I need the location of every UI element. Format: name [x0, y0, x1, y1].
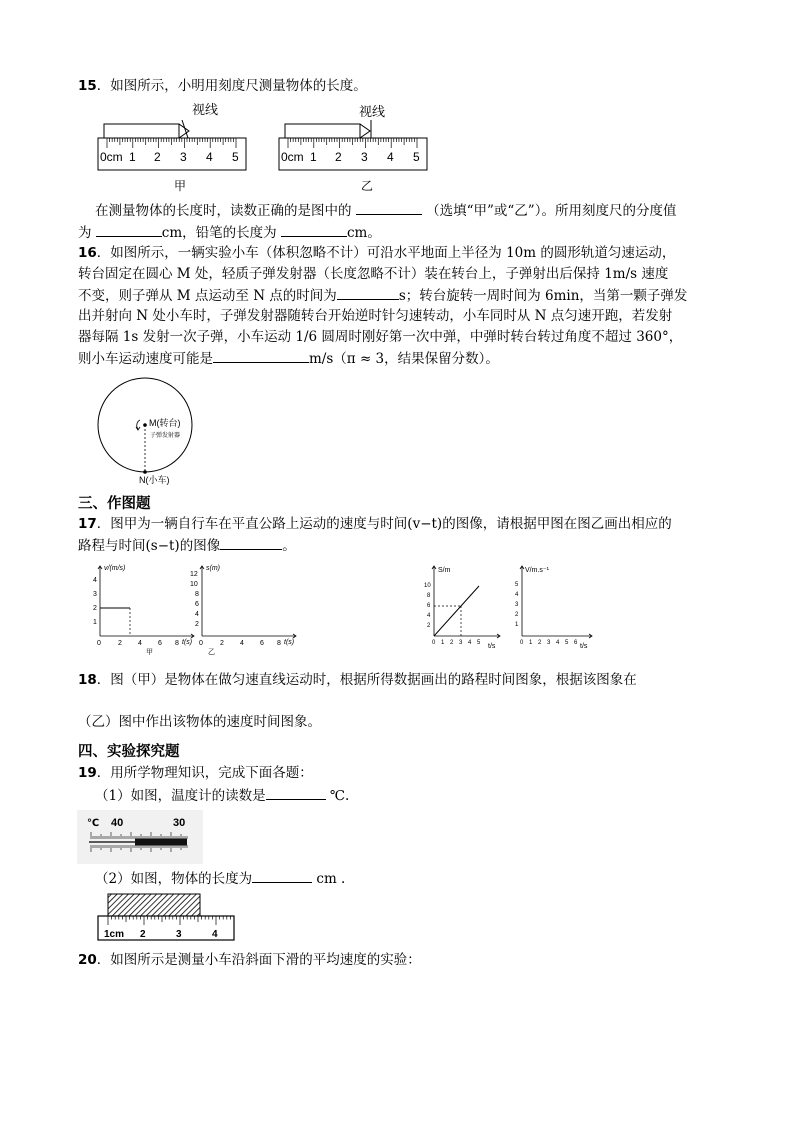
q17-graph-a	[86, 560, 196, 655]
g2-ylabel: s(m)	[206, 565, 220, 572]
q19-ruler-label: 2	[140, 929, 146, 940]
q17-line2	[78, 535, 296, 556]
q19-text: ℃.	[329, 788, 350, 804]
ruler-a-label: 5	[232, 150, 239, 164]
q15-line2	[78, 222, 381, 243]
g2-ytick: 4	[195, 611, 199, 618]
ruler-b-label: 1	[310, 150, 317, 164]
q16-text: 则小车运动速度可能是	[78, 351, 213, 367]
g4-xtick: 2	[538, 640, 542, 646]
q16-blank-1[interactable]	[337, 285, 399, 300]
g3-xtick: 0	[432, 640, 436, 646]
g4-ytick: 2	[515, 612, 519, 618]
ruler-a-label: 4	[206, 150, 213, 164]
section-3-heading: 三、作图题	[78, 496, 151, 512]
g2-ytick: 6	[195, 601, 199, 608]
g1-xtick: 0	[97, 640, 101, 647]
q19-ruler-figure	[96, 892, 238, 944]
g3-xtick: 1	[441, 640, 445, 646]
g1-xtick: 8	[175, 640, 179, 647]
q15-text: 在测量物体的长度时，读数正确的是图中的	[95, 203, 352, 219]
q15-sight-label-a: 视线	[192, 102, 219, 117]
ruler-b-label: 3	[361, 150, 368, 164]
g3-xtick: 4	[468, 640, 472, 646]
q15-line1	[95, 200, 676, 221]
g2-xtick: 2	[220, 640, 224, 647]
g1-ytick: 4	[93, 577, 97, 584]
thermo-liquid	[135, 839, 187, 846]
q18-graph-b	[508, 562, 598, 650]
g2-ytick: 2	[195, 621, 199, 628]
q20-text: ．如图所示是测量小车沿斜面下滑的平均速度的实验：	[96, 952, 421, 968]
g3-ytick: 8	[427, 593, 431, 599]
g1-series	[100, 608, 130, 636]
q19-ruler-label: 3	[176, 929, 182, 940]
g3-ytick: 10	[424, 583, 431, 589]
label-m: M(转台)	[149, 418, 181, 428]
g3-xlabel: t/s	[488, 643, 496, 650]
q19-part2	[95, 868, 345, 889]
q19-part1	[95, 785, 349, 806]
pencil-a	[104, 124, 179, 138]
g3-xtick: 5	[477, 640, 481, 646]
q19-number: 19	[78, 765, 97, 781]
g4-xtick: 1	[529, 640, 533, 646]
g1-caption: 甲	[146, 649, 153, 656]
g2-ytick: 8	[195, 591, 199, 598]
g4-ytick: 1	[515, 622, 519, 628]
ruler-a-label: 2	[154, 150, 161, 164]
g4-xtick: 3	[547, 640, 551, 646]
point-n	[143, 470, 147, 474]
g3-xtick: 3	[459, 640, 463, 646]
ruler-b-label: 0cm	[281, 150, 304, 164]
section-4-heading: 四、实验探究题	[78, 744, 180, 760]
g3-xtick: 2	[450, 640, 454, 646]
g3-ylabel: S/m	[438, 567, 451, 574]
q17-graph-b	[188, 560, 303, 655]
q15-text: cm。	[346, 225, 381, 241]
g2-ytick: 12	[190, 571, 198, 578]
g1-xlabel: t(s)	[182, 639, 193, 646]
g2-xlabel: t(s)	[284, 639, 295, 646]
g4-ylabel: V/m.s⁻¹	[525, 567, 549, 574]
q17-text: 路程与时间(s−t)的图像	[78, 538, 221, 554]
q15-figure-b	[275, 98, 435, 198]
q19-text: （2）如图，物体的长度为	[95, 871, 253, 887]
q16-number: 16	[78, 245, 97, 261]
g4-xtick: 4	[556, 640, 560, 646]
q19-blank-2[interactable]	[252, 868, 312, 883]
q19-intro	[78, 763, 313, 783]
thermo-label-left: 40	[111, 817, 124, 829]
thermo-label-right: 30	[173, 817, 186, 829]
measured-object	[108, 894, 200, 916]
g2-xtick: 4	[240, 640, 244, 647]
q16-figure	[90, 378, 220, 488]
thermo-unit: ℃	[87, 818, 100, 829]
q17-line1	[78, 514, 672, 534]
g3-ytick: 4	[427, 613, 431, 619]
q17-text: ．图甲为一辆自行车在平直公路上运动的速度与时间(v−t)的图像，请根据甲图在图乙画出相应的	[96, 516, 672, 532]
q15-caption-a: 甲	[174, 179, 187, 193]
g3-ytick: 6	[427, 603, 431, 609]
g4-xtick: 6	[574, 640, 578, 646]
g2-xtick: 8	[277, 640, 281, 647]
point-m	[143, 423, 147, 427]
q19-text: cm .	[316, 871, 346, 887]
ruler-b-label: 4	[387, 150, 394, 164]
pencil-b	[285, 124, 360, 138]
q16-blank-2[interactable]	[213, 348, 309, 363]
g1-xtick: 6	[158, 640, 162, 647]
q15-figure-a	[94, 98, 254, 198]
q17-text: 。	[282, 538, 296, 554]
q15-blank-1[interactable]	[356, 200, 422, 215]
q15-text: 为	[78, 225, 92, 241]
q15-text: cm，铅笔的长度为	[161, 225, 277, 241]
g4-xlabel: t/s	[580, 643, 588, 650]
ruler-a-label: 1	[129, 150, 136, 164]
g1-ytick: 1	[93, 619, 97, 626]
q16-text: ．如图所示，一辆实验小车（体积忽略不计）可沿水平地面上半径为 10m 的圆形轨道匀速运动，	[96, 245, 676, 261]
g2-xtick: 0	[199, 640, 203, 647]
g1-xtick: 4	[138, 640, 142, 647]
q15-blank-2[interactable]	[96, 222, 162, 237]
q15-number: 15	[78, 78, 97, 94]
q18-line1	[78, 670, 637, 690]
q16-line1	[78, 243, 675, 263]
g1-ytick: 3	[93, 591, 97, 598]
q19-text: ．用所学物理知识，完成下面各题：	[96, 765, 313, 781]
g3-distance-line	[434, 586, 479, 636]
q19-text: （1）如图，温度计的读数是	[95, 788, 266, 804]
q18-text: ．图（甲）是物体在做匀速直线运动时，根据所得数据画出的路程时间图象，根据该图象在	[96, 672, 637, 688]
q16-line4: 出并射向 N 处小车时，子弹发射器随转台开始逆时针匀速转动，小车同时从 N 点匀速开跑，若发射	[78, 308, 673, 324]
q15-caption-b: 乙	[361, 179, 374, 193]
g3-ytick: 2	[427, 623, 431, 629]
label-n: N(小车)	[139, 475, 170, 485]
q18-number: 18	[78, 672, 97, 688]
q16-line2: 转台固定在圆心 M 处，轻质子弹发射器（长度忽略不计）装在转台上，子弹射出后保持 1m/s 速度	[78, 266, 669, 282]
ruler-b-label: 5	[413, 150, 420, 164]
q16-text: 不变，则子弹从 M 点运动至 N 点的时间为	[78, 288, 337, 304]
g1-ytick: 2	[93, 605, 97, 612]
q15-text: （选填“甲”或“乙”）。所用刻度尺的分度值	[426, 203, 677, 219]
q16-text: s；转台旋转一周时间为 6min，当第一颗子弹发	[398, 288, 688, 304]
g1-xtick: 2	[118, 640, 122, 647]
q19-blank-1[interactable]	[266, 785, 326, 800]
thermometer-figure	[77, 810, 203, 864]
g4-ytick: 3	[515, 602, 519, 608]
q20-stem	[78, 950, 421, 970]
q19-ruler-label: 1cm	[104, 929, 125, 940]
g4-ytick: 5	[515, 582, 519, 588]
ruler-a-label: 0cm	[100, 150, 123, 164]
q15-blank-3[interactable]	[281, 222, 347, 237]
q17-number: 17	[78, 516, 97, 532]
label-launcher: 子弹发射器	[150, 433, 181, 439]
q15-text: ．如图所示，小明用刻度尺测量物体的长度。	[96, 78, 367, 94]
ruler-a-label: 3	[180, 150, 187, 164]
q18-graph-a	[420, 562, 505, 650]
q16-text: m/s（π ≈ 3，结果保留分数）。	[309, 351, 499, 367]
q16-line3	[78, 285, 687, 306]
g2-xtick: 6	[260, 640, 264, 647]
g1-ylabel: v/(m/s)	[104, 565, 126, 572]
q17-blank[interactable]	[220, 535, 282, 550]
q18-line2: （乙）图中作出该物体的速度时间图象。	[78, 714, 321, 730]
g4-xtick: 5	[565, 640, 569, 646]
q19-ruler-label: 4	[212, 929, 218, 940]
g4-ytick: 4	[515, 592, 519, 598]
g2-caption: 乙	[208, 649, 215, 656]
g3-series	[434, 586, 479, 636]
q16-line6	[78, 348, 499, 369]
q15-stem	[78, 76, 367, 96]
q20-number: 20	[78, 952, 97, 968]
ruler-b-label: 2	[335, 150, 342, 164]
g4-xtick: 0	[520, 640, 524, 646]
q16-line5: 器每隔 1s 发射一次子弹，小车运动 1/6 圆周时刚好第一次中弹，中弹时转台转过角度不超过 360°，	[78, 329, 683, 345]
q15-sight-label-b: 视线	[359, 104, 386, 119]
g2-ytick: 10	[190, 581, 198, 588]
